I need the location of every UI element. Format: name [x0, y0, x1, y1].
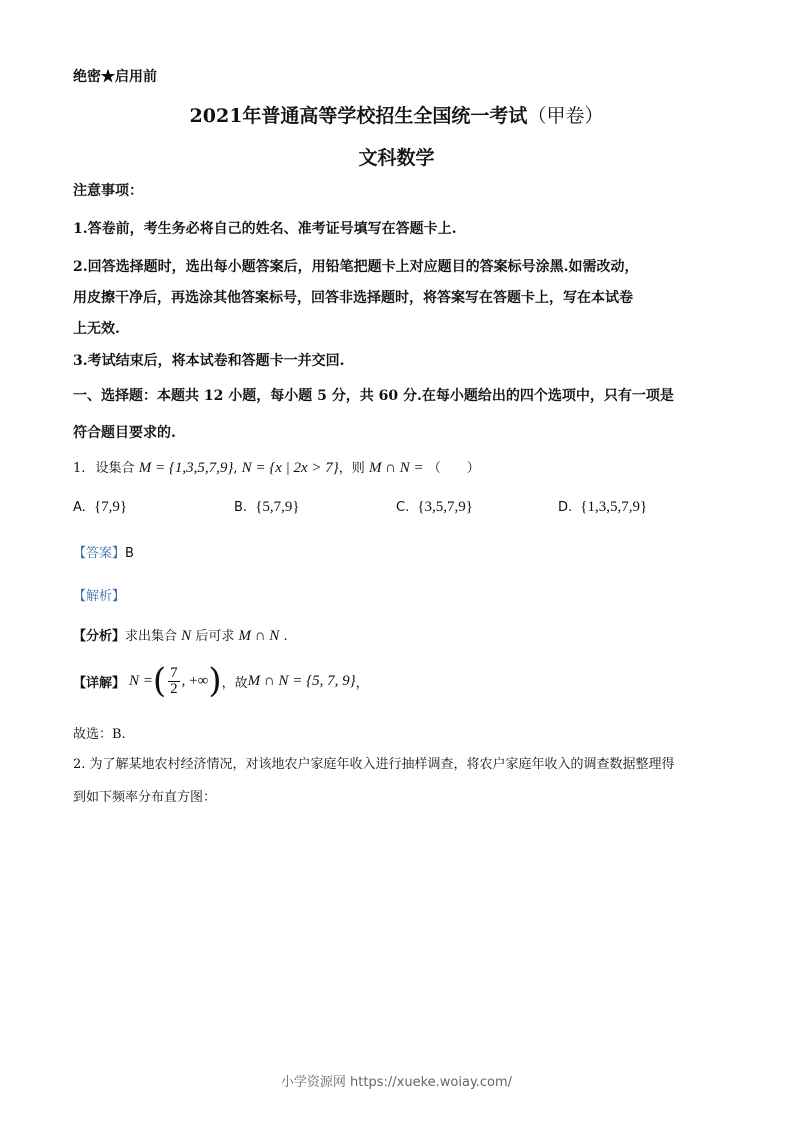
question-1-stem: 1. 设集合 M = {1,3,5,7,9}, N = {x | 2x > 7}，则 M ∩ N = （ ）: [73, 460, 480, 476]
answer-blank: （ ）: [427, 461, 480, 476]
detail-tag: 【详解】: [73, 675, 126, 691]
option-a: [73, 499, 127, 516]
exam-subtitle: 文科数学: [358, 147, 435, 169]
fenxi-tag: 【分析】: [73, 629, 126, 644]
answer-tag: 【答案】: [73, 546, 126, 561]
left-paren: (: [152, 661, 167, 701]
option-label: A.: [73, 500, 86, 515]
option-value: {5,7,9}: [255, 499, 300, 515]
detail-line: [73, 661, 369, 701]
note-2: 2.回答选择题时，选出每小题答案后，用铅笔把题卡上对应题目的答案标号涂黑.如需改动，: [73, 259, 639, 275]
option-d: [558, 499, 647, 516]
fenxi-set-n: N: [181, 628, 192, 644]
note-1: 1.答卷前，考生务必将自己的姓名、准考证号填写在答题卡上.: [73, 221, 457, 237]
answer-value: B: [125, 546, 134, 561]
detail-n: N =: [129, 672, 153, 689]
note-3: 3.考试结束后，将本试卷和答题卡一并交回.: [73, 353, 345, 369]
fenxi-text: 求出集合: [125, 629, 178, 644]
notes-heading: 注意事项：: [73, 183, 143, 199]
infinity: , +∞: [181, 672, 209, 689]
detail-expr: M ∩ N = {5, 7, 9}: [247, 672, 356, 689]
section-1-heading-cont: 符合题目要求的.: [73, 425, 176, 441]
right-paren: ): [208, 661, 222, 701]
option-value: {3,5,7,9}: [417, 499, 474, 515]
option-b: [234, 499, 300, 516]
question-mid: ，则: [338, 461, 365, 476]
exam-title: [0, 101, 793, 128]
question-number: 1.: [73, 461, 86, 476]
detail-end: ，: [355, 675, 369, 691]
fraction-denominator: 2: [170, 680, 178, 697]
exam-title-main: 2021年普通高等学校招生全国统一考试: [189, 105, 528, 127]
fenxi-text-2: 后可求: [195, 629, 235, 644]
choose-line: 故选：B.: [73, 727, 126, 742]
analysis-tag: 【解析】: [73, 589, 126, 604]
set-m: M = {1,3,5,7,9}: [138, 460, 234, 476]
option-c: [396, 499, 473, 516]
option-value: {7,9}: [93, 499, 128, 515]
answer-line: [73, 542, 134, 561]
option-label: B.: [234, 500, 248, 515]
set-n: N = {x | 2x > 7}: [241, 460, 339, 476]
fenxi-expr: M ∩ N: [238, 628, 280, 644]
question-2-line-2: 到如下频率分布直方图：: [73, 790, 217, 805]
fenxi-end: .: [283, 629, 288, 644]
question-prefix: 设集合: [95, 461, 135, 476]
question-2-line-1: 2. 为了解某地农村经济情况，对该地农户家庭年收入进行抽样调查，将农户家庭年收入的调查数据整理得: [73, 757, 675, 772]
option-label: D.: [558, 500, 573, 515]
option-label: C.: [396, 500, 410, 515]
fraction: [168, 666, 180, 697]
fenxi-line: [73, 625, 288, 645]
detail-mid: ，故: [221, 675, 248, 691]
note-2-end: 上无效.: [73, 321, 120, 337]
fraction-numerator: 7: [170, 664, 178, 681]
exam-title-suffix: （甲卷）: [527, 105, 604, 127]
footer-watermark: 小学资源网 https://xueke.woiay.com/: [280, 1075, 513, 1090]
intersection-expr: M ∩ N =: [368, 460, 424, 476]
secret-mark: 绝密★启用前: [73, 69, 157, 85]
section-1-heading: 一、选择题：本题共 12 小题，每小题 5 分，共 60 分.在每小题给出的四个选项中，只有一项是: [73, 388, 674, 404]
option-value: {1,3,5,7,9}: [580, 499, 648, 515]
note-2-cont: 用皮擦干净后，再选涂其他答案标号，回答非选择题时，将答案写在答题卡上，写在本试卷: [73, 290, 633, 306]
